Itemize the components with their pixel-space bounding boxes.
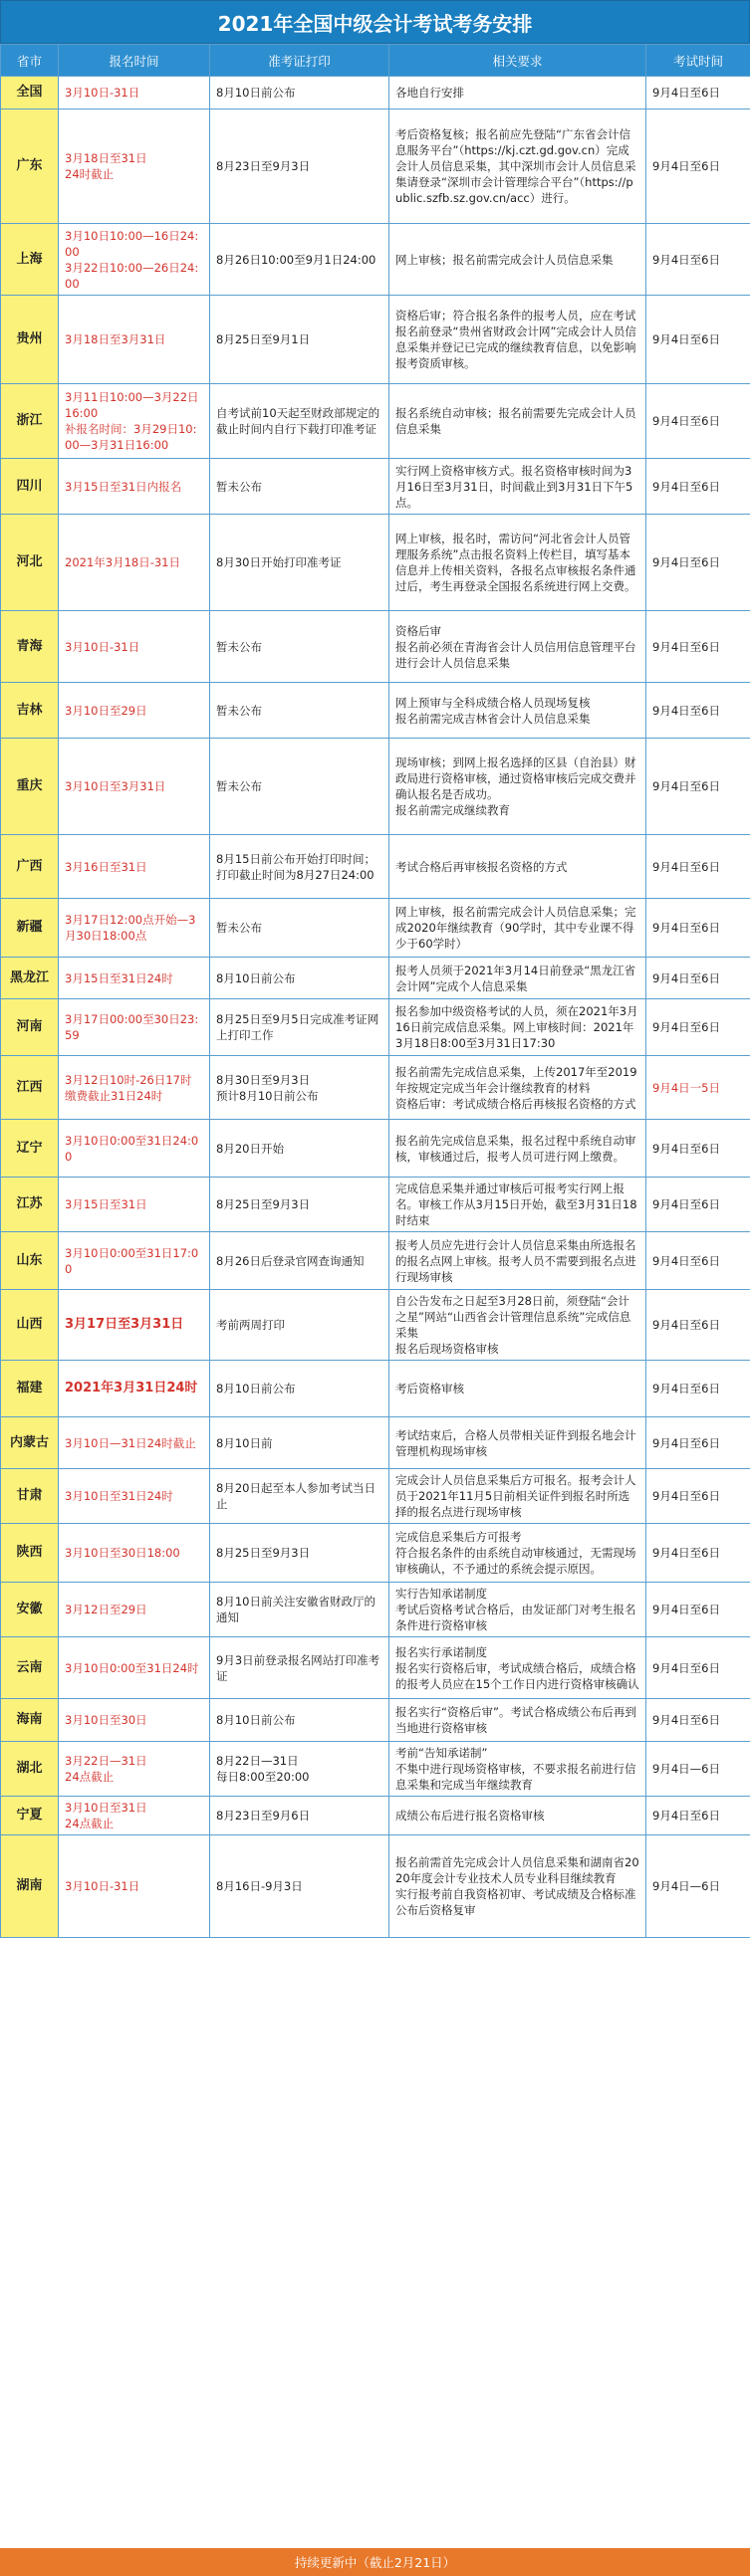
admission-card-cell: 8月10日前公布 <box>210 1699 389 1742</box>
requirements-cell: 考前“告知承诺制” 不集中进行现场资格审核，不要求报名前进行信息采集和完成当年继续教育 <box>389 1742 646 1797</box>
exam-date-cell: 9月4日至6日 <box>646 1637 750 1699</box>
province-cell: 江西 <box>1 1056 59 1120</box>
admission-card-cell: 暂未公布 <box>210 683 389 739</box>
table-row <box>1 1583 750 1637</box>
exam-date-cell: 9月4日—6日 <box>646 1742 750 1797</box>
requirements-cell: 报名前需首先完成会计人员信息采集和湖南省2020年度会计专业技术人员专业科目继续教育 实行报考前自我资格初审、考试成绩及合格标准公布后资格复审 <box>389 1835 646 1938</box>
admission-card-cell: 8月15日前公布开始打印时间； 打印截止时间为8月27日24:00 <box>210 835 389 899</box>
table-row <box>1 1797 750 1835</box>
requirements-cell: 网上审核，报名前需完成会计人员信息采集；完成2020年继续教育（90学时，其中专业课不得少于60学时） <box>389 899 646 958</box>
table-row <box>1 384 750 459</box>
exam-date-cell: 9月4日至6日 <box>646 899 750 958</box>
province-cell: 吉林 <box>1 683 59 739</box>
exam-date-cell: 9月4日至6日 <box>646 1232 750 1290</box>
registration-cell: 3月17日00:00至30日23:59 <box>59 999 210 1056</box>
registration-cell: 3月17日12:00点开始—3月30日18:00点 <box>59 899 210 958</box>
requirements-cell: 报名系统自动审核；报名前需要先完成会计人员信息采集 <box>389 384 646 459</box>
exam-date-cell: 9月4日至6日 <box>646 1290 750 1361</box>
registration-cell: 3月16日至31日 <box>59 835 210 899</box>
table-row <box>1 1699 750 1742</box>
table-row <box>1 1469 750 1524</box>
header-admission-card: 准考证打印 <box>210 45 389 77</box>
table-row <box>1 109 750 224</box>
registration-cell: 3月12日10时-26日17时 缴费截止31日24时 <box>59 1056 210 1120</box>
requirements-cell: 报考人员应先进行会计人员信息采集由所选报名的报名点网上审核。报考人员不需要到报名点进行现场审核 <box>389 1232 646 1290</box>
admission-card-cell: 8月10日前公布 <box>210 77 389 109</box>
requirements-cell: 网上审核；报名前需完成会计人员信息采集 <box>389 224 646 296</box>
header-province: 省市 <box>1 45 59 77</box>
exam-date-cell: 9月4日至6日 <box>646 109 750 224</box>
table-row <box>1 1120 750 1178</box>
admission-card-cell: 暂未公布 <box>210 739 389 835</box>
table-row <box>1 1232 750 1290</box>
requirements-cell: 自公告发布之日起至3月28日前，须登陆“会计之星”网站“山西省会计管理信息系统”完成信息采集 报名后现场资格审核 <box>389 1290 646 1361</box>
registration-cell: 3月10日-31日 <box>59 1835 210 1938</box>
registration-cell: 3月10日0:00至31日24时 <box>59 1637 210 1699</box>
table-row <box>1 1417 750 1469</box>
table-row <box>1 999 750 1056</box>
exam-date-cell: 9月4日至6日 <box>646 1120 750 1178</box>
admission-card-cell: 8月25日至9月3日 <box>210 1178 389 1232</box>
exam-date-cell: 9月4日至6日 <box>646 296 750 384</box>
requirements-cell: 考试结束后，合格人员带相关证件到报名地会计管理机构现场审核 <box>389 1417 646 1469</box>
exam-date-cell: 9月4日至6日 <box>646 1524 750 1583</box>
registration-cell: 3月10日0:00至31日17:00 <box>59 1232 210 1290</box>
exam-date-cell: 9月4日至6日 <box>646 1178 750 1232</box>
province-cell: 甘肃 <box>1 1469 59 1524</box>
admission-card-cell: 9月3日前登录报名网站打印准考证 <box>210 1637 389 1699</box>
exam-date-cell: 9月4日至6日 <box>646 1699 750 1742</box>
exam-date-cell: 9月4日至6日 <box>646 515 750 611</box>
requirements-cell: 各地自行安排 <box>389 77 646 109</box>
header-requirements: 相关要求 <box>389 45 646 77</box>
province-cell: 内蒙古 <box>1 1417 59 1469</box>
exam-date-cell: 9月4日至6日 <box>646 384 750 459</box>
exam-date-cell: 9月4日至6日 <box>646 77 750 109</box>
exam-date-cell: 9月4日至6日 <box>646 1417 750 1469</box>
requirements-cell: 报名实行“资格后审”。考试合格成绩公布后再到当地进行资格审核 <box>389 1699 646 1742</box>
table-row <box>1 1178 750 1232</box>
province-cell: 海南 <box>1 1699 59 1742</box>
province-cell: 四川 <box>1 459 59 515</box>
table-row <box>1 835 750 899</box>
registration-cell: 3月10日至3月31日 <box>59 739 210 835</box>
admission-card-cell: 8月20日起至本人参加考试当日止 <box>210 1469 389 1524</box>
table-row <box>1 1056 750 1120</box>
registration-cell: 3月10日10:00—16日24:00 3月22日10:00—26日24:00 <box>59 224 210 296</box>
province-cell: 黑龙江 <box>1 958 59 999</box>
registration-cell: 3月15日至31日 <box>59 1178 210 1232</box>
requirements-cell: 考试合格后再审核报名资格的方式 <box>389 835 646 899</box>
exam-date-cell: 9月4日—6日 <box>646 1835 750 1938</box>
province-cell: 青海 <box>1 611 59 683</box>
admission-card-cell: 8月22日—31日 每日8:00至20:00 <box>210 1742 389 1797</box>
requirements-cell: 实行告知承诺制度 考试后资格考试合格后，由发证部门对考生报名条件进行资格审核 <box>389 1583 646 1637</box>
province-cell: 河北 <box>1 515 59 611</box>
province-cell: 河南 <box>1 999 59 1056</box>
requirements-cell: 完成信息采集后方可报考 符合报名条件的由系统自动审核通过，无需现场审核确认，不予通过的系统会提示原因。 <box>389 1524 646 1583</box>
province-cell: 上海 <box>1 224 59 296</box>
registration-cell: 3月10日至30日18:00 <box>59 1524 210 1583</box>
admission-card-cell: 8月25日至9月5日完成准考证网上打印工作 <box>210 999 389 1056</box>
table-row <box>1 1524 750 1583</box>
admission-card-cell: 考前两周打印 <box>210 1290 389 1361</box>
table-row <box>1 683 750 739</box>
registration-cell: 3月10日至29日 <box>59 683 210 739</box>
requirements-cell: 完成会计人员信息采集后方可报名。报考会计人员于2021年11月5日前相关证件到报名时所选择的报名点进行现场审核 <box>389 1469 646 1524</box>
registration-cell: 3月10日—31日24时截止 <box>59 1417 210 1469</box>
requirements-cell: 报考人员须于2021年3月14日前登录“黑龙江省会计网”完成个人信息采集 <box>389 958 646 999</box>
table-row <box>1 739 750 835</box>
province-cell: 山西 <box>1 1290 59 1361</box>
exam-date-cell: 9月4日至6日 <box>646 459 750 515</box>
requirements-cell: 成绩公布后进行报名资格审核 <box>389 1797 646 1835</box>
registration-cell: 3月10日至30日 <box>59 1699 210 1742</box>
schedule-table <box>0 44 750 1938</box>
admission-card-cell: 自考试前10天起至财政部规定的截止时间内自行下载打印准考证 <box>210 384 389 459</box>
admission-card-cell: 8月23日至9月3日 <box>210 109 389 224</box>
registration-cell: 2021年3月31日24时 <box>59 1361 210 1417</box>
requirements-cell: 资格后审 报名前必须在青海省会计人员信用信息管理平台进行会计人员信息采集 <box>389 611 646 683</box>
requirements-cell: 报名前需先完成信息采集，上传2017年至2019年按规定完成当年会计继续教育的材料 资格后审：考试成绩合格后再核报名资格的方式 <box>389 1056 646 1120</box>
table-row <box>1 1361 750 1417</box>
admission-card-cell: 8月23日至9月6日 <box>210 1797 389 1835</box>
registration-cell: 3月10日-31日 <box>59 77 210 109</box>
exam-date-cell: 9月4日至6日 <box>646 739 750 835</box>
admission-card-cell: 暂未公布 <box>210 611 389 683</box>
province-cell: 陕西 <box>1 1524 59 1583</box>
admission-card-cell: 8月16日-9月3日 <box>210 1835 389 1938</box>
table-row <box>1 1290 750 1361</box>
exam-date-cell: 9月4日至6日 <box>646 1797 750 1835</box>
registration-cell: 3月15日至31日24时 <box>59 958 210 999</box>
admission-card-cell: 8月26日10:00至9月1日24:00 <box>210 224 389 296</box>
requirements-cell: 实行网上资格审核方式。报名资格审核时间为3月16日至3月31日，时间截止到3月31日下午5点。 <box>389 459 646 515</box>
requirements-cell: 报名实行承诺制度 报名实行资格后审，考试成绩合格后，成绩合格的报考人员应在15个工作日内进行资格审核确认 <box>389 1637 646 1699</box>
table-row <box>1 1835 750 1938</box>
admission-card-cell: 8月26日后登录官网查询通知 <box>210 1232 389 1290</box>
province-cell: 贵州 <box>1 296 59 384</box>
table-row <box>1 224 750 296</box>
registration-cell: 3月17日至3月31日 <box>59 1290 210 1361</box>
exam-date-cell: 9月4日至6日 <box>646 835 750 899</box>
registration-cell: 3月10日-31日 <box>59 611 210 683</box>
requirements-cell: 考后资格审核 <box>389 1361 646 1417</box>
table-row <box>1 1637 750 1699</box>
registration-cell: 3月10日至31日 24点截止 <box>59 1797 210 1835</box>
province-cell: 山东 <box>1 1232 59 1290</box>
admission-card-cell: 8月10日前 <box>210 1417 389 1469</box>
requirements-cell: 网上预审与全科成绩合格人员现场复核 报名前需完成吉林省会计人员信息采集 <box>389 683 646 739</box>
admission-card-cell: 8月30日至9月3日 预计8月10日前公布 <box>210 1056 389 1120</box>
province-cell: 江苏 <box>1 1178 59 1232</box>
province-cell: 湖南 <box>1 1835 59 1938</box>
table-row <box>1 459 750 515</box>
requirements-cell: 网上审核，报名时，需访问“河北省会计人员管理服务系统”点击报名资料上传栏目，填写基本信息并上传相关资料，各报名点审核报名条件通过后，考生再登录全国报名系统进行网上交费。 <box>389 515 646 611</box>
province-cell: 福建 <box>1 1361 59 1417</box>
province-cell: 全国 <box>1 77 59 109</box>
exam-date-cell: 9月4日至6日 <box>646 683 750 739</box>
registration-cell: 2021年3月18日-31日 <box>59 515 210 611</box>
registration-cell: 3月12日至29日 <box>59 1583 210 1637</box>
table-row <box>1 515 750 611</box>
requirements-cell: 报名参加中级资格考试的人员，须在2021年3月16日前完成信息采集。网上审核时间：2021年3月18日8:00至3月31日17:30 <box>389 999 646 1056</box>
page-title: 2021年全国中级会计考试考务安排 <box>0 0 750 44</box>
registration-cell: 3月10日至31日24时 <box>59 1469 210 1524</box>
province-cell: 重庆 <box>1 739 59 835</box>
exam-date-cell: 9月4日一5日 <box>646 1056 750 1120</box>
exam-date-cell: 9月4日至6日 <box>646 1361 750 1417</box>
province-cell: 辽宁 <box>1 1120 59 1178</box>
table-row <box>1 958 750 999</box>
registration-cell: 3月22日—31日 24点截止 <box>59 1742 210 1797</box>
admission-card-cell: 8月10日前公布 <box>210 958 389 999</box>
admission-card-cell: 8月20日开始 <box>210 1120 389 1178</box>
registration-cell: 3月15日至31日内报名 <box>59 459 210 515</box>
registration-cell: 3月11日10:00—3月22日16:00 补报名时间：3月29日10:00—3月31日16:00 <box>59 384 210 459</box>
admission-card-cell: 8月10日前关注安徽省财政厅的通知 <box>210 1583 389 1637</box>
province-cell: 宁夏 <box>1 1797 59 1835</box>
table-row <box>1 899 750 958</box>
requirements-cell: 完成信息采集并通过审核后可报考实行网上报名。审核工作从3月15日开始，截至3月31日18时结束 <box>389 1178 646 1232</box>
table-row <box>1 77 750 109</box>
admission-card-cell: 暂未公布 <box>210 459 389 515</box>
header-registration: 报名时间 <box>59 45 210 77</box>
province-cell: 广西 <box>1 835 59 899</box>
requirements-cell: 资格后审；符合报名条件的报考人员，应在考试报名前登录“贵州省财政会计网”完成会计人员信息采集并登记已完成的继续教育信息，以免影响报考资质审核。 <box>389 296 646 384</box>
province-cell: 安徽 <box>1 1583 59 1637</box>
requirements-cell: 报名前先完成信息采集，报名过程中系统自动审核，审核通过后，报考人员可进行网上缴费。 <box>389 1120 646 1178</box>
province-cell: 广东 <box>1 109 59 224</box>
requirements-cell: 现场审核；到网上报名选择的区县（自治县）财政局进行资格审核，通过资格审核后完成交费并确认报名是否成功。 报名前需完成继续教育 <box>389 739 646 835</box>
exam-date-cell: 9月4日至6日 <box>646 1469 750 1524</box>
table-row <box>1 1742 750 1797</box>
province-cell: 浙江 <box>1 384 59 459</box>
admission-card-cell: 暂未公布 <box>210 899 389 958</box>
registration-cell: 3月18日至31日 24时截止 <box>59 109 210 224</box>
registration-cell: 3月18日至3月31日 <box>59 296 210 384</box>
exam-date-cell: 9月4日至6日 <box>646 1583 750 1637</box>
table-header-row <box>1 45 750 77</box>
province-cell: 湖北 <box>1 1742 59 1797</box>
admission-card-cell: 8月25日至9月3日 <box>210 1524 389 1583</box>
admission-card-cell: 8月10日前公布 <box>210 1361 389 1417</box>
table-row <box>1 296 750 384</box>
province-cell: 新疆 <box>1 899 59 958</box>
exam-date-cell: 9月4日至6日 <box>646 999 750 1056</box>
registration-cell: 3月10日0:00至31日24:00 <box>59 1120 210 1178</box>
exam-date-cell: 9月4日至6日 <box>646 958 750 999</box>
update-status: 持续更新中（截止2月21日） <box>0 2548 750 2576</box>
province-cell: 云南 <box>1 1637 59 1699</box>
admission-card-cell: 8月25日至9月1日 <box>210 296 389 384</box>
admission-card-cell: 8月30日开始打印准考证 <box>210 515 389 611</box>
requirements-cell: 考后资格复核；报名前应先登陆“广东省会计信息服务平台”（https://kj.czt.gd.gov.cn）完成会计人员信息采集，其中深圳市会计人员信息采集请登录“深圳市会计管理综合平台”（https://public.szfb.sz.gov.cn/acc）进行。 <box>389 109 646 224</box>
table-row <box>1 611 750 683</box>
exam-date-cell: 9月4日至6日 <box>646 224 750 296</box>
header-exam-date: 考试时间 <box>646 45 750 77</box>
exam-date-cell: 9月4日至6日 <box>646 611 750 683</box>
